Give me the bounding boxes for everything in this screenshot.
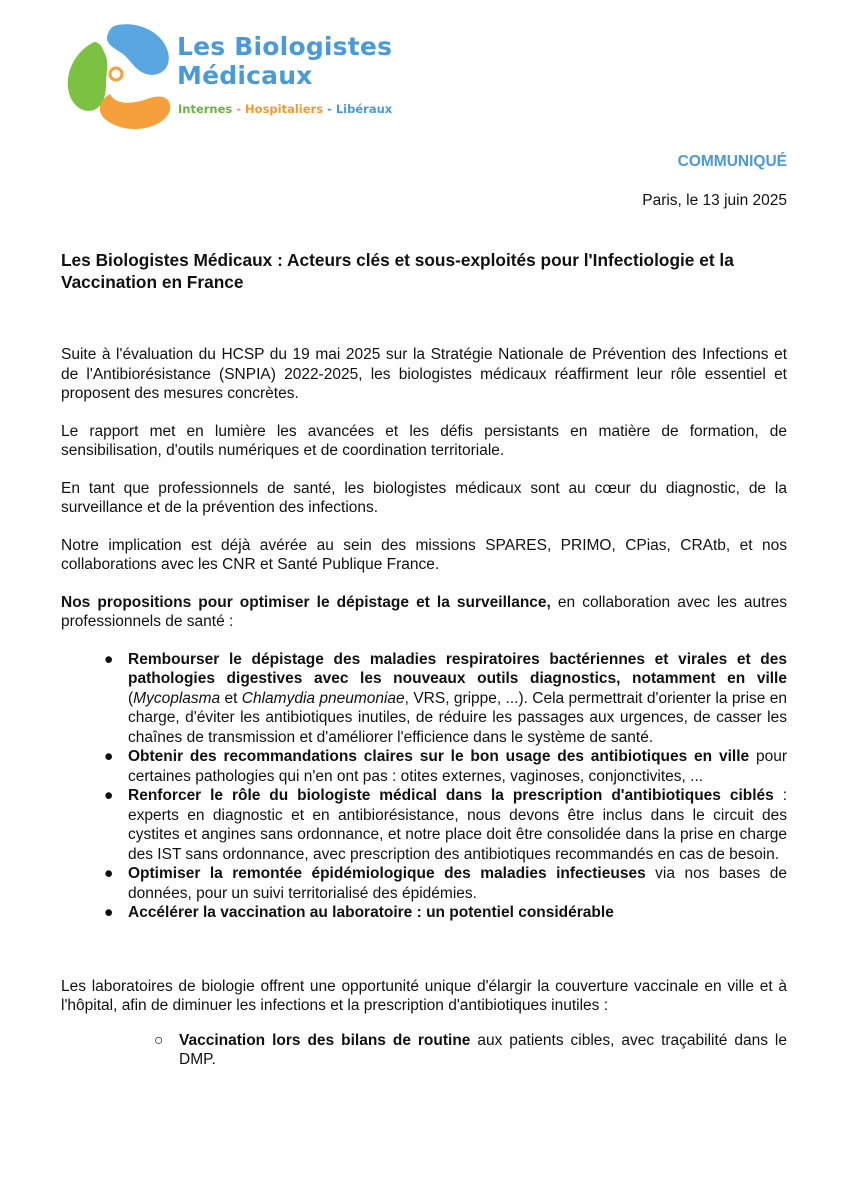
list-item-text: (: [128, 689, 134, 707]
list-item-bold: Renforcer le rôle du biologiste médical dans la prescription d'antibiotiques ciblés: [128, 787, 774, 804]
propositions-list: [61, 650, 787, 923]
propositions-heading: Nos propositions pour optimiser le dépistage et la surveillance,: [61, 593, 551, 611]
bullet-icon: ●: [104, 865, 114, 882]
logo-title: [177, 32, 392, 90]
bullet-icon: ●: [104, 650, 114, 668]
list-item-text: aux patients cibles, avec traçabilité dans le DMP.: [179, 1031, 787, 1068]
paragraph-propositions: [61, 593, 787, 632]
list-item: [61, 903, 787, 923]
logo: [64, 22, 404, 132]
vaccination-list: [61, 1031, 787, 1070]
list-item-italic: Mycoplasma: [133, 689, 221, 707]
paragraph: Les laboratoires de biologie offrent une opportunité unique d'élargir la couverture vaccinale en ville et à l'hôpital, afin de diminuer les infections et la prescription d'antibiotiques inutiles :: [61, 977, 787, 1014]
tag-hospitaliers: Hospitaliers: [245, 102, 324, 116]
logo-title-line2: Médicaux: [177, 61, 313, 90]
list-item-italic: Chlamydia pneumoniae: [241, 689, 405, 707]
paragraph: Le rapport met en lumière les avancées et les défis persistants en matière de formation, de sensibilisation, d'outils numériques et de coordination territoriale.: [61, 422, 787, 459]
list-item-bold: Obtenir des recommandations claires sur le bon usage des antibiotiques en ville: [128, 748, 750, 765]
paragraph: En tant que professionnels de santé, les biologistes médicaux sont au cœur du diagnostic, de la surveillance et de la prévention des infections.: [61, 479, 787, 516]
paragraph: Notre implication est déjà avérée au sein des missions SPARES, PRIMO, CPias, CRAtb, et nos collaborations avec les CNR et Santé Publique France.: [61, 536, 787, 573]
date-line: Paris, le 13 juin 2025: [642, 192, 787, 209]
tag-liberaux: Libéraux: [335, 102, 393, 116]
list-item: [61, 864, 787, 903]
logo-drops-icon: [64, 22, 176, 130]
list-item-text: pour certaines pathologies qui n'en ont pas : otites externes, vaginoses, conjonctivites, ...: [128, 748, 787, 785]
list-item: [61, 650, 787, 748]
communique-label: COMMUNIQUÉ: [677, 153, 787, 170]
list-item-text: et: [220, 689, 242, 707]
list-item-bold: Accélérer la vaccination au laboratoire : un potentiel considérable: [128, 904, 614, 921]
list-item: [61, 747, 787, 786]
list-item: [61, 786, 787, 864]
bullet-icon: ●: [104, 904, 114, 921]
tag-separator: -: [323, 102, 336, 116]
list-item-bold: Rembourser le dépistage des maladies respiratoires bactériennes et virales et des pathologies digestives avec les nouveaux outils diagnostics, notamment en ville: [128, 650, 787, 687]
list-item-text: : experts en diagnostic et en antibiorésistance, nous devons être inclus dans le circuit des cystites et angines sans ordonnance, et notre place doit être consolidée dans la prise en charge des IST sans ordonnance, avec prescription des antibiotiques recommandés en cas de besoin.: [128, 787, 788, 863]
logo-tagline: [178, 102, 392, 116]
circle-bullet-icon: ○: [154, 1031, 164, 1049]
list-item-bold: Optimiser la remontée épidémiologique des maladies infectieuses: [128, 865, 646, 882]
logo-title-line1: Les Biologistes: [177, 32, 393, 61]
bullet-icon: ●: [104, 787, 114, 804]
propositions-text: en collaboration avec les autres professionnels de santé :: [61, 593, 787, 630]
list-item-text: , VRS, grippe, ...). Cela permettrait d'orienter la prise en charge, d'éviter les antibiotiques inutiles, de réduire les passages aux urgences, de casser les chaînes de transmission et d'améliorer l'efficience dans le système de santé.: [128, 689, 787, 746]
list-item-text: via nos bases de données, pour un suivi territorialisé des épidémies.: [128, 865, 787, 902]
document-title: Les Biologistes Médicaux : Acteurs clés et sous-exploités pour l'Infectiologie et la Vaccination en France: [61, 250, 734, 292]
list-item: [61, 1031, 787, 1070]
bullet-icon: ●: [104, 748, 114, 765]
paragraph: Suite à l'évaluation du HCSP du 19 mai 2025 sur la Stratégie Nationale de Prévention des Infections et de l'Antibiorésistance (SNPIA) 2022-2025, les biologistes médicaux réaffirment leur rôle essentiel et proposent des mesures concrètes.: [61, 346, 787, 402]
tag-internes: Internes: [178, 102, 233, 116]
tag-separator: -: [232, 102, 246, 116]
list-item-bold: Vaccination lors des bilans de routine: [179, 1031, 471, 1049]
document-body: [61, 345, 787, 1070]
